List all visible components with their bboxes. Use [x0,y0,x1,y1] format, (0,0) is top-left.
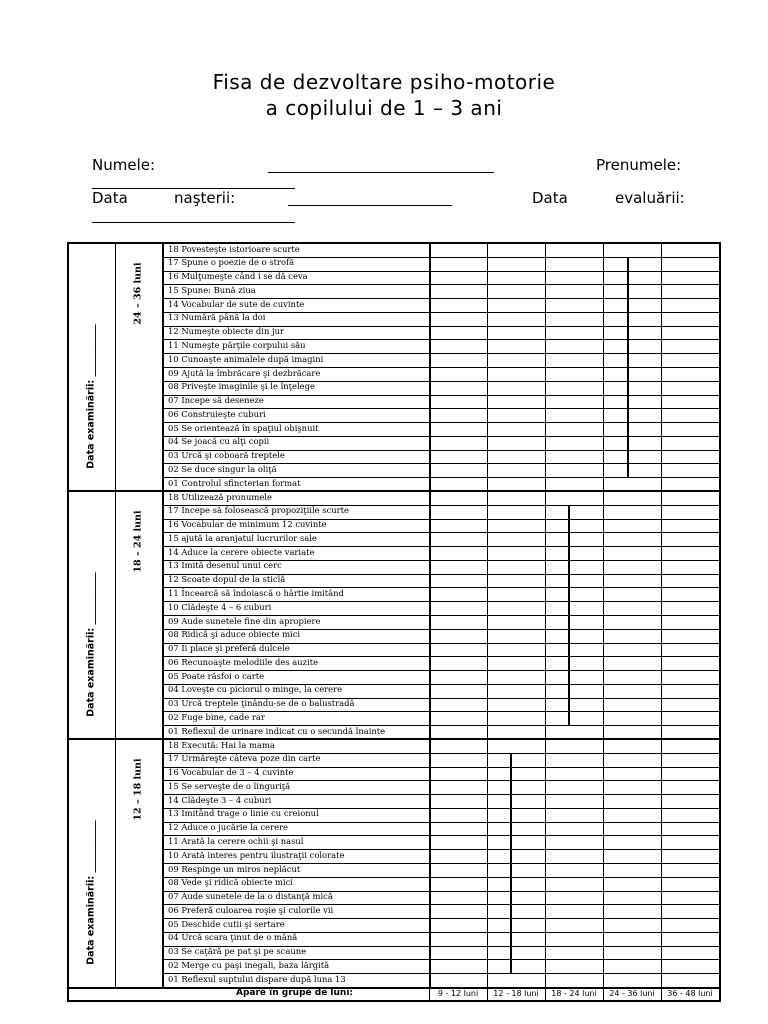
eval-date-field-line[interactable] [92,222,295,223]
item-text: 06 Construieşte cuburi [168,408,266,419]
name-label: Numele: [92,156,156,174]
eval-label-2: evaluării: [615,189,685,207]
item-text: 17 Urmăreşte câteva poze din carte [168,753,321,764]
item-text: 12 Aduce o jucărie la cerere [168,822,289,833]
item-text: 05 Se orientează în spaţiul obişnuit [168,422,319,433]
item-text: 01 Controlul sfincterian format [168,477,301,488]
development-table [67,242,721,1002]
birth-date-field-line[interactable] [288,205,452,206]
item-text: 17 Începe să folosească propoziţiile scurte [168,505,349,516]
item-text: 01 Reflexul suptului dispare după luna 13 [168,973,346,984]
item-text: 03 Urcă treptele ţinându-se de o balustradă [168,698,355,709]
milestone-bar [568,505,570,725]
surname-label: Prenumele: [596,156,682,174]
exam-date-label: Data examinării: ___________ [85,572,97,717]
exam-date-label: Data examinării: ___________ [85,324,97,469]
item-text: 01 Reflexul de urinare indicat cu o secundă înainte [168,725,386,736]
item-text: 16 Vocabular de minimum 12 cuvinte [168,519,327,530]
table-column-line [115,243,116,987]
item-text: 02 Merge cu paşi inegali, baza lărgită [168,959,330,970]
item-text: 04 Se joacă cu alţi copii [168,436,270,447]
item-text: 13 Imită desenul unui cerc [168,560,282,571]
age-group-header: 18 - 24 luni [551,989,597,998]
item-text: 16 Vocabular de 3 – 4 cuvinte [168,767,294,778]
item-text: 09 Ajută la îmbrăcare şi dezbrăcare [168,367,321,378]
item-text: 04 Loveşte cu piciorul o minge, la cerere [168,684,343,695]
item-text: 09 Aude sunetele fine din apropiere [168,615,321,626]
section-separator [68,490,720,492]
item-text: 06 Recunoaşte melodiile des auzite [168,656,319,667]
item-text: 05 Poate răsfoi o carte [168,670,265,681]
item-text: 07 Îi place şi preferă dulcele [168,643,290,654]
age-group-header: 36 - 48 luni [667,989,713,998]
birth-label-1: Data [92,189,128,207]
title-line-1: Fisa de dezvoltare psiho-motorie [212,70,556,94]
age-group-label: 18 – 24 luni [132,510,144,573]
item-text: 14 Clădeşte 3 – 4 cuburi [168,794,272,805]
item-text: 15 Se serveşte de o linguriţă [168,780,291,791]
age-group-header: 24 - 36 luni [609,989,655,998]
footer-label: Apare în grupe de luni: [236,988,354,998]
item-text: 08 Priveşte imaginile şi le înţelege [168,381,315,392]
age-group-label: 12 – 18 luni [132,758,144,821]
item-text: 06 Preferă culoarea roşie şi culorile vii [168,904,334,915]
age-group-label: 24 – 36 luni [132,262,144,325]
item-text: 05 Deschide cutii şi sertare [168,918,285,929]
birth-label-2: naşterii: [174,189,236,207]
item-text: 03 Urcă şi coboară treptele [168,450,285,461]
item-text: 18 Utilizează pronumele [168,491,272,502]
item-text: 15 ajută la aranjatul lucrurilor sale [168,532,317,543]
milestone-bar [627,257,629,477]
item-text: 02 Fuge bine, cade rar [168,711,265,722]
name-field-line[interactable] [268,172,494,173]
item-text: 17 Spune o poezie de o strofă [168,257,295,268]
item-text: 11 Numeşte părţile corpului său [168,339,306,350]
item-text: 14 Vocabular de sute de cuvinte [168,298,305,309]
title-line-2: a copilului de 1 – 3 ani [265,96,503,120]
item-text: 09 Respinge un miros neplăcut [168,863,301,874]
item-text: 10 Clădeşte 4 – 6 cuburi [168,601,272,612]
section-separator [68,738,720,740]
item-text: 18 Execută: Hai la mama [168,739,275,750]
item-text: 12 Numeşte obiecte din jur [168,326,285,337]
item-text: 18 Povesteşte istorioare scurte [168,243,300,254]
item-text: 02 Se duce singur la oliţă [168,463,277,474]
item-text: 04 Urcă scara ţinut de o mână [168,932,298,943]
item-text: 07 Începe să deseneze [168,395,264,406]
item-text: 16 Mulţumeşte când i se dă ceva [168,271,308,282]
item-text: 10 Arată interes pentru ilustraţii colorate [168,849,345,860]
exam-date-label: Data examinării: ___________ [85,820,97,965]
age-group-header: 12 - 18 luni [493,989,539,998]
age-group-header: 9 - 12 luni [437,989,479,998]
item-text: 14 Aduce la cerere obiecte variate [168,546,315,557]
item-text: 08 Ridică şi aduce obiecte mici [168,629,301,640]
item-text: 03 Se caţără pe pat şi pe scaune [168,946,307,957]
item-text: 11 Arată la cerere ochii şi nasul [168,835,304,846]
item-text: 11 Încearcă să îndoiască o hârtie imitând [168,587,344,598]
item-text: 10 Cunoaşte animalele după imagini [168,353,324,364]
item-text: 15 Spune: Bună ziua [168,284,256,295]
eval-label-1: Data [532,189,568,207]
item-text: 08 Vede şi ridică obiecte mici [168,877,293,888]
item-text: 07 Aude sunetele de la o distanţă mică [168,891,333,902]
item-text: 13 Numără până la doi [168,312,266,323]
milestone-bar [510,753,512,973]
item-text: 12 Scoate dopul de la sticlă [168,574,286,585]
item-text: 13 Imitând trage o linie cu creionul [168,808,319,819]
